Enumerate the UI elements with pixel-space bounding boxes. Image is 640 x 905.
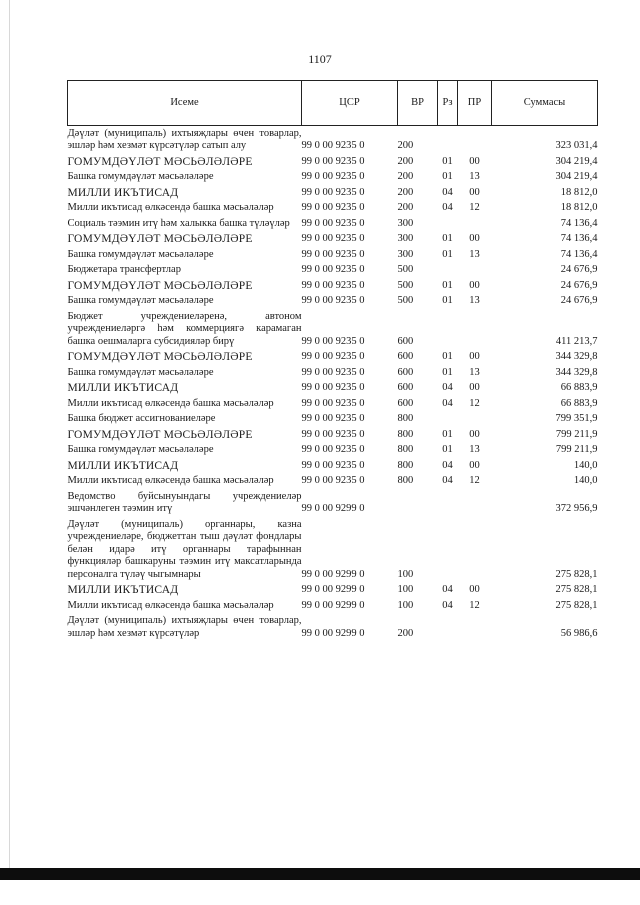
budget-table [67, 80, 598, 642]
cell-pr: 12 [469, 475, 480, 486]
cell-pr: 00 [469, 233, 480, 244]
cell-rz: 04 [442, 202, 453, 213]
cell-name: Башка гомумдәүләт мәсьәләләре [67, 444, 214, 455]
cell-sum: 344 329,8 [555, 366, 598, 378]
cell-csr: 99 0 00 9235 0 [301, 397, 365, 409]
cell-rz [438, 126, 458, 155]
cell-pr: 00 [469, 459, 480, 471]
cell-pr: 00 [469, 584, 480, 595]
table-row [68, 583, 598, 599]
header-sum: Суммасы [492, 81, 598, 126]
cell-name: ГОМУМДӘҮЛӘТ МӘСЬӘЛӘЛӘРЕ [67, 155, 253, 168]
table-row [68, 614, 598, 642]
cell-pr: 00 [469, 155, 480, 167]
cell-pr: 13 [469, 295, 480, 306]
cell-pr: 00 [469, 382, 480, 393]
cell-sum: 18 812,0 [560, 186, 598, 198]
table-row [68, 365, 598, 381]
scan-border-bar [0, 868, 640, 880]
cell-vr: 800 [397, 475, 414, 486]
cell-pr: 12 [469, 599, 480, 611]
cell-sum: 304 219,4 [555, 171, 598, 182]
cell-sum: 66 883,9 [560, 382, 598, 393]
header-rz: Рз [438, 81, 458, 126]
cell-vr: 200 [397, 140, 414, 151]
cell-pr [458, 309, 492, 350]
cell-vr: 200 [397, 627, 414, 639]
cell-csr: 99 0 00 9235 0 [301, 413, 365, 424]
page-number: 1107 [308, 52, 332, 66]
cell-pr: 13 [469, 248, 480, 260]
cell-rz: 04 [442, 397, 453, 409]
table-body [68, 126, 598, 642]
cell-name: Бюджетара трансфертлар [67, 264, 181, 275]
cell-rz: 04 [442, 186, 453, 198]
cell-pr: 13 [469, 171, 480, 182]
cell-rz [438, 216, 458, 232]
cell-csr: 99 0 00 9299 0 [301, 503, 365, 514]
cell-rz: 01 [442, 279, 453, 291]
cell-rz: 04 [442, 475, 453, 486]
cell-csr: 99 0 00 9299 0 [301, 599, 365, 611]
cell-rz: 04 [442, 599, 453, 611]
cell-vr: 200 [397, 171, 414, 182]
cell-sum: 323 031,4 [555, 140, 598, 151]
cell-sum: 275 828,1 [555, 568, 598, 580]
cell-name: ГОМУМДӘҮЛӘТ МӘСЬӘЛӘЛӘРЕ [67, 351, 253, 363]
cell-csr: 99 0 00 9235 0 [301, 335, 365, 347]
cell-sum: 74 136,4 [560, 233, 598, 244]
cell-name: Бюджет учреждениеләренә, автоном учреждениеләргә һәм коммерциягә карамаган башка оешмаларга субсидияләр бирү [67, 310, 302, 347]
cell-csr: 99 0 00 9299 0 [301, 627, 365, 639]
cell-sum: 411 213,7 [555, 335, 598, 347]
table-row [68, 517, 598, 583]
cell-name: Милли икътисад өлкәсендә башка мәсьәләләр [67, 397, 274, 409]
cell-name: Милли икътисад өлкәсендә башка мәсьәләләр [67, 202, 274, 213]
table-row [68, 126, 598, 155]
cell-vr: 600 [397, 397, 414, 409]
cell-name: Башка гомумдәүләт мәсьәләләре [67, 366, 214, 378]
cell-pr [458, 412, 492, 428]
cell-csr: 99 0 00 9235 0 [301, 475, 365, 486]
scan-edge-line [9, 0, 10, 868]
cell-sum: 372 956,9 [555, 503, 598, 514]
cell-csr: 99 0 00 9235 0 [301, 366, 365, 378]
cell-csr: 99 0 00 9235 0 [301, 351, 365, 362]
cell-pr [458, 216, 492, 232]
cell-sum: 66 883,9 [560, 397, 598, 409]
cell-rz: 01 [442, 171, 453, 182]
table-row [68, 474, 598, 490]
table-row [68, 247, 598, 263]
cell-csr: 99 0 00 9235 0 [301, 428, 365, 440]
cell-csr: 99 0 00 9235 0 [301, 202, 365, 213]
cell-vr: 100 [397, 568, 414, 580]
cell-pr [458, 489, 492, 517]
table-row [68, 427, 598, 443]
cell-csr: 99 0 00 9235 0 [301, 459, 365, 471]
cell-name: МИЛЛИ ИКЪТИСАД [67, 584, 179, 596]
cell-rz [438, 517, 458, 583]
cell-vr: 300 [397, 248, 414, 260]
cell-vr: 600 [397, 351, 414, 362]
cell-name: Милли икътисад өлкәсендә башка мәсьәләләр [67, 475, 274, 486]
cell-csr: 99 0 00 9235 0 [301, 279, 365, 291]
table-header [68, 81, 598, 126]
cell-name: Дәүләт (муниципаль) ихтыяҗлары өчен товарлар, эшләр һәм хезмәт күрсәтүләр [67, 615, 302, 639]
cell-vr: 800 [397, 428, 414, 440]
table-row [68, 412, 598, 428]
header-csr: ЦСР [302, 81, 398, 126]
table-row [68, 294, 598, 310]
cell-csr: 99 0 00 9235 0 [301, 295, 365, 306]
cell-name: ГОМУМДӘҮЛӘТ МӘСЬӘЛӘЛӘРЕ [67, 279, 253, 292]
table-row [68, 201, 598, 217]
cell-pr: 00 [469, 279, 480, 291]
cell-vr: 500 [397, 295, 414, 306]
cell-sum: 18 812,0 [560, 202, 598, 213]
cell-csr: 99 0 00 9299 0 [301, 568, 365, 580]
cell-rz: 01 [442, 155, 453, 167]
cell-sum: 799 211,9 [555, 428, 598, 440]
table-row [68, 170, 598, 186]
cell-csr: 99 0 00 9235 0 [301, 248, 365, 260]
table-row [68, 309, 598, 350]
cell-vr: 600 [397, 366, 414, 378]
cell-rz [438, 489, 458, 517]
cell-vr: 800 [397, 413, 414, 424]
cell-pr: 00 [469, 351, 480, 362]
cell-name: Башка гомумдәүләт мәсьәләләре [67, 295, 214, 306]
cell-rz: 04 [442, 584, 453, 595]
cell-name: Социаль тәэмин итү һәм халыкка башка түләүләр [67, 217, 290, 229]
cell-pr [458, 126, 492, 155]
cell-rz [438, 309, 458, 350]
table-row [68, 154, 598, 170]
cell-sum: 74 136,4 [560, 217, 598, 229]
table-row [68, 443, 598, 459]
cell-rz: 01 [442, 444, 453, 455]
cell-name: МИЛЛИ ИКЪТИСАД [67, 459, 179, 472]
cell-sum: 275 828,1 [555, 599, 598, 611]
cell-name: ГОМУМДӘҮЛӘТ МӘСЬӘЛӘЛӘРЕ [67, 428, 253, 441]
table-row [68, 216, 598, 232]
cell-csr: 99 0 00 9235 0 [301, 444, 365, 455]
cell-vr: 200 [397, 202, 414, 213]
cell-vr: 500 [397, 279, 414, 291]
cell-pr: 13 [469, 366, 480, 378]
cell-rz: 01 [442, 366, 453, 378]
header-row [68, 81, 598, 126]
cell-vr: 100 [397, 599, 414, 611]
table-row [68, 185, 598, 201]
cell-csr: 99 0 00 9235 0 [301, 382, 365, 393]
cell-name: МИЛЛИ ИКЪТИСАД [67, 186, 179, 199]
cell-rz: 01 [442, 428, 453, 440]
cell-csr: 99 0 00 9235 0 [301, 155, 365, 167]
cell-sum: 24 676,9 [560, 295, 598, 306]
cell-csr: 99 0 00 9235 0 [301, 233, 365, 244]
cell-sum: 74 136,4 [560, 248, 598, 260]
table-row [68, 278, 598, 294]
cell-vr [398, 489, 438, 517]
cell-rz: 04 [442, 382, 453, 393]
cell-name: Башка гомумдәүләт мәсьәләләре [67, 171, 214, 182]
cell-vr: 300 [397, 233, 414, 244]
cell-vr: 600 [397, 335, 414, 347]
cell-name: МИЛЛИ ИКЪТИСАД [67, 382, 179, 394]
cell-rz: 04 [442, 459, 453, 471]
header-vr: ВР [398, 81, 438, 126]
cell-name: ГОМУМДӘҮЛӘТ МӘСЬӘЛӘЛӘРЕ [67, 233, 253, 245]
table-row [68, 232, 598, 248]
cell-vr: 300 [397, 217, 414, 229]
cell-csr: 99 0 00 9235 0 [301, 217, 365, 229]
cell-sum: 275 828,1 [555, 584, 598, 595]
cell-name: Дәүләт (муниципаль) ихтыяҗлары өчен товарлар, эшләр һәм хезмәт күрсәтүләр сатып алу [67, 127, 302, 151]
cell-vr: 200 [397, 155, 414, 167]
table-row [68, 458, 598, 474]
cell-sum: 799 351,9 [555, 413, 598, 424]
cell-sum: 56 986,6 [560, 627, 598, 639]
cell-rz [438, 614, 458, 642]
table-row [68, 396, 598, 412]
cell-sum: 24 676,9 [560, 279, 598, 291]
cell-sum: 140,0 [573, 459, 598, 471]
table-row [68, 381, 598, 397]
cell-vr: 800 [397, 459, 414, 471]
header-name: Исеме [68, 81, 302, 126]
cell-pr: 13 [469, 444, 480, 455]
cell-csr: 99 0 00 9235 0 [301, 264, 365, 275]
cell-vr: 100 [397, 584, 414, 595]
cell-rz: 01 [442, 233, 453, 244]
cell-name: Милли икътисад өлкәсендә башка мәсьәләләр [67, 599, 274, 611]
cell-pr: 00 [469, 428, 480, 440]
cell-rz: 01 [442, 248, 453, 260]
cell-csr: 99 0 00 9235 0 [301, 186, 365, 198]
header-pr: ПР [458, 81, 492, 126]
cell-pr: 12 [469, 397, 480, 409]
cell-sum: 344 329,8 [555, 351, 598, 362]
cell-vr: 600 [397, 382, 414, 393]
cell-rz [438, 263, 458, 279]
cell-vr: 500 [397, 264, 414, 275]
cell-pr [458, 517, 492, 583]
cell-sum: 140,0 [573, 475, 598, 486]
cell-sum: 799 211,9 [555, 444, 598, 455]
cell-pr [458, 614, 492, 642]
cell-sum: 304 219,4 [555, 155, 598, 167]
cell-rz: 01 [442, 295, 453, 306]
cell-csr: 99 0 00 9235 0 [301, 171, 365, 182]
cell-name: Башка гомумдәүләт мәсьәләләре [67, 248, 214, 260]
cell-vr: 200 [397, 186, 414, 198]
cell-name: Ведомство буйсынуындагы учреждениеләр эшчәнлеген тәэмин итү [67, 490, 302, 514]
cell-rz [438, 412, 458, 428]
cell-csr: 99 0 00 9235 0 [301, 140, 365, 151]
cell-csr: 99 0 00 9299 0 [301, 584, 365, 595]
cell-pr: 12 [469, 202, 480, 213]
cell-sum: 24 676,9 [560, 264, 598, 275]
table-row [68, 350, 598, 366]
table-row [68, 489, 598, 517]
cell-name: Дәүләт (муниципаль) органнары, казна учреждениеләре, бюджеттан тыш дәүләт фондлары белән идарә итү органнары тарафыннан функцияләр башкаруны тәэмин итү максатларында персоналга түләү чыгымнары [67, 518, 302, 580]
cell-pr [458, 263, 492, 279]
cell-vr: 800 [397, 444, 414, 455]
cell-name: Башка бюджет ассигнованиеләре [67, 413, 216, 424]
cell-pr: 00 [469, 186, 480, 198]
table-row [68, 598, 598, 614]
cell-rz: 01 [442, 351, 453, 362]
table-row [68, 263, 598, 279]
